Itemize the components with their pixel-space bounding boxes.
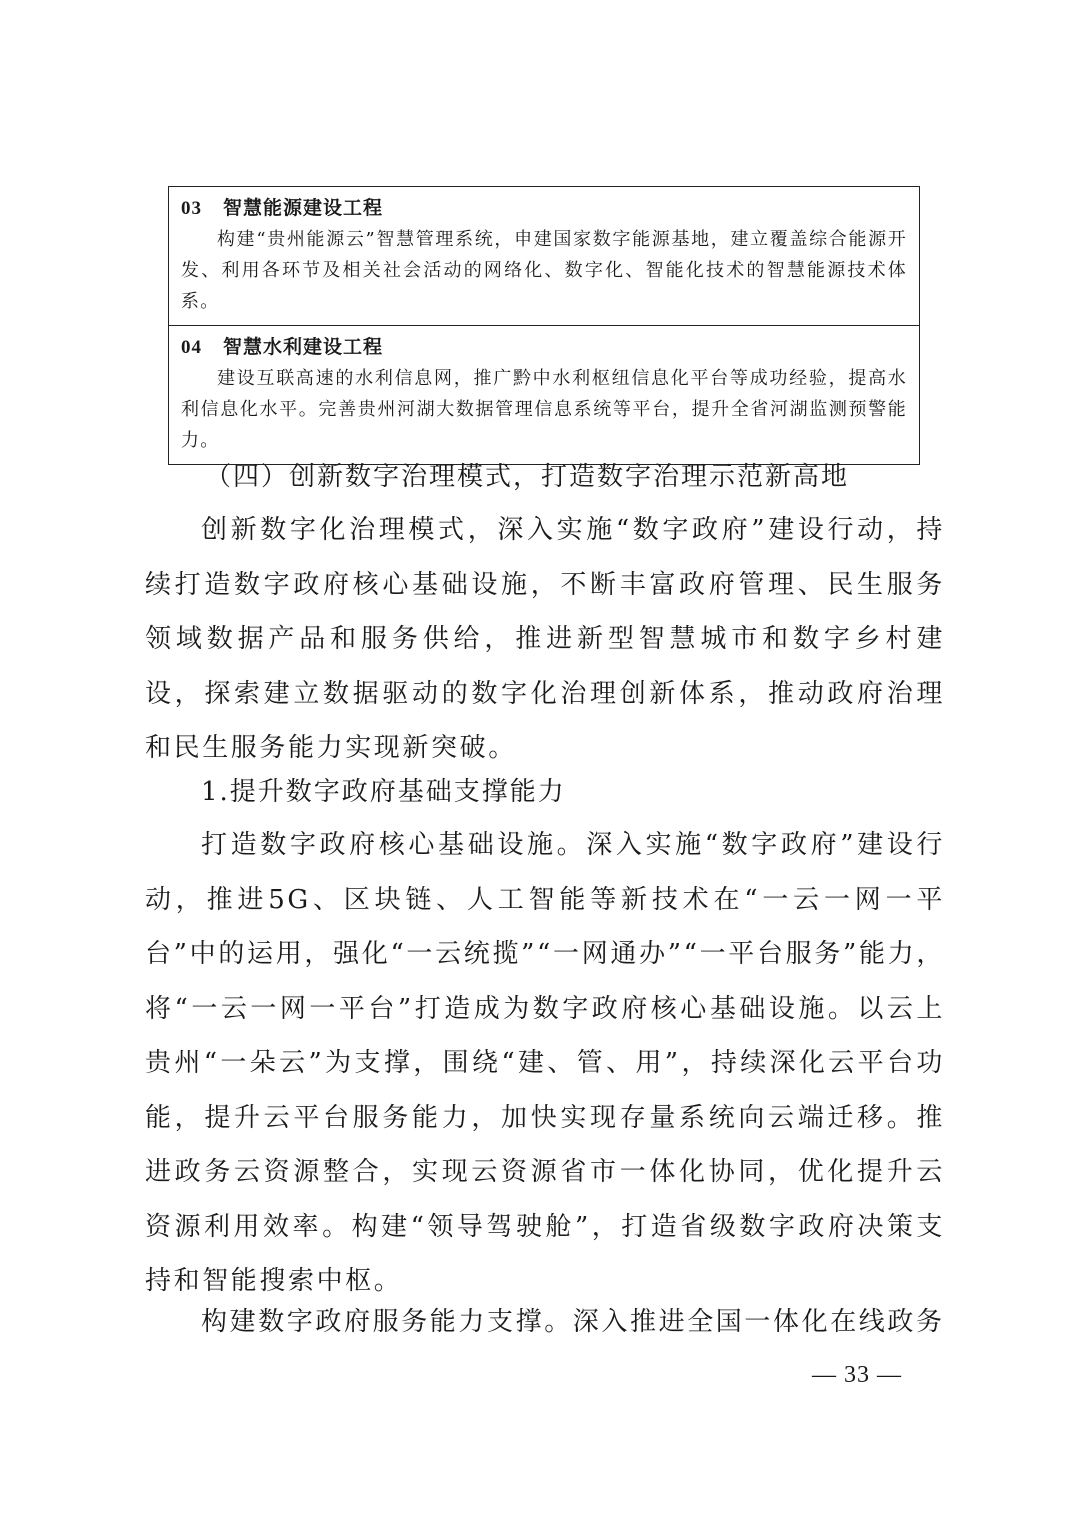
project-number: 03: [181, 198, 202, 219]
project-title-text: 智慧水利建设工程: [223, 336, 384, 358]
project-title-text: 智慧能源建设工程: [223, 197, 384, 219]
paragraph: 构建数字政府服务能力支撑。深入推进全国一体化在线政务: [201, 1307, 945, 1337]
project-item-03: [169, 187, 919, 325]
project-title: [181, 332, 907, 363]
section-heading: （四）创新数字治理模式，打造数字治理示范新高地: [205, 462, 850, 492]
paragraph: 打造数字政府核心基础设施。深入实施“数字政府”建设行动，推进5G、区块链、人工智能等新技术在“一云一网一平台”中的运用，强化“一云统揽”“一网通办”“一平台服务”能力，将“一云一网一平台”打造成为数字政府核心基础设施。以云上贵州“一朵云”为支撑，围绕“建、管、用”，持续深化云平台功能，提升云平台服务能力，加快实现存量系统向云端迁移。推进政务云资源整合，实现云资源省市一体化协同，优化提升云资源利用效率。构建“领导驾驶舱”，打造省级数字政府决策支持和智能搜索中枢。: [145, 830, 945, 1296]
project-title: [181, 193, 907, 224]
project-number: 04: [181, 337, 202, 358]
project-description: 构建“贵州能源云”智慧管理系统，申建国家数字能源基地，建立覆盖综合能源开发、利用各环节及相关社会活动的网络化、数字化、智能化技术的智慧能源技术体系。: [181, 229, 907, 312]
sub-heading: 1.提升数字政府基础支撑能力: [201, 777, 566, 807]
project-item-04: [169, 325, 919, 464]
page-number: — 33 —: [812, 1362, 902, 1388]
paragraph: 创新数字化治理模式，深入实施“数字政府”建设行动，持续打造数字政府核心基础设施，不断丰富政府管理、民生服务领域数据产品和服务供给，推进新型智慧城市和数字乡村建设，探索建立数据驱动的数字化治理创新体系，推动政府治理和民生服务能力实现新突破。: [145, 515, 945, 763]
project-table: [168, 186, 920, 465]
project-description: 建设互联高速的水利信息网，推广黔中水利枢纽信息化平台等成功经验，提高水利信息化水平。完善贵州河湖大数据管理信息系统等平台，提升全省河湖监测预警能力。: [181, 368, 907, 451]
